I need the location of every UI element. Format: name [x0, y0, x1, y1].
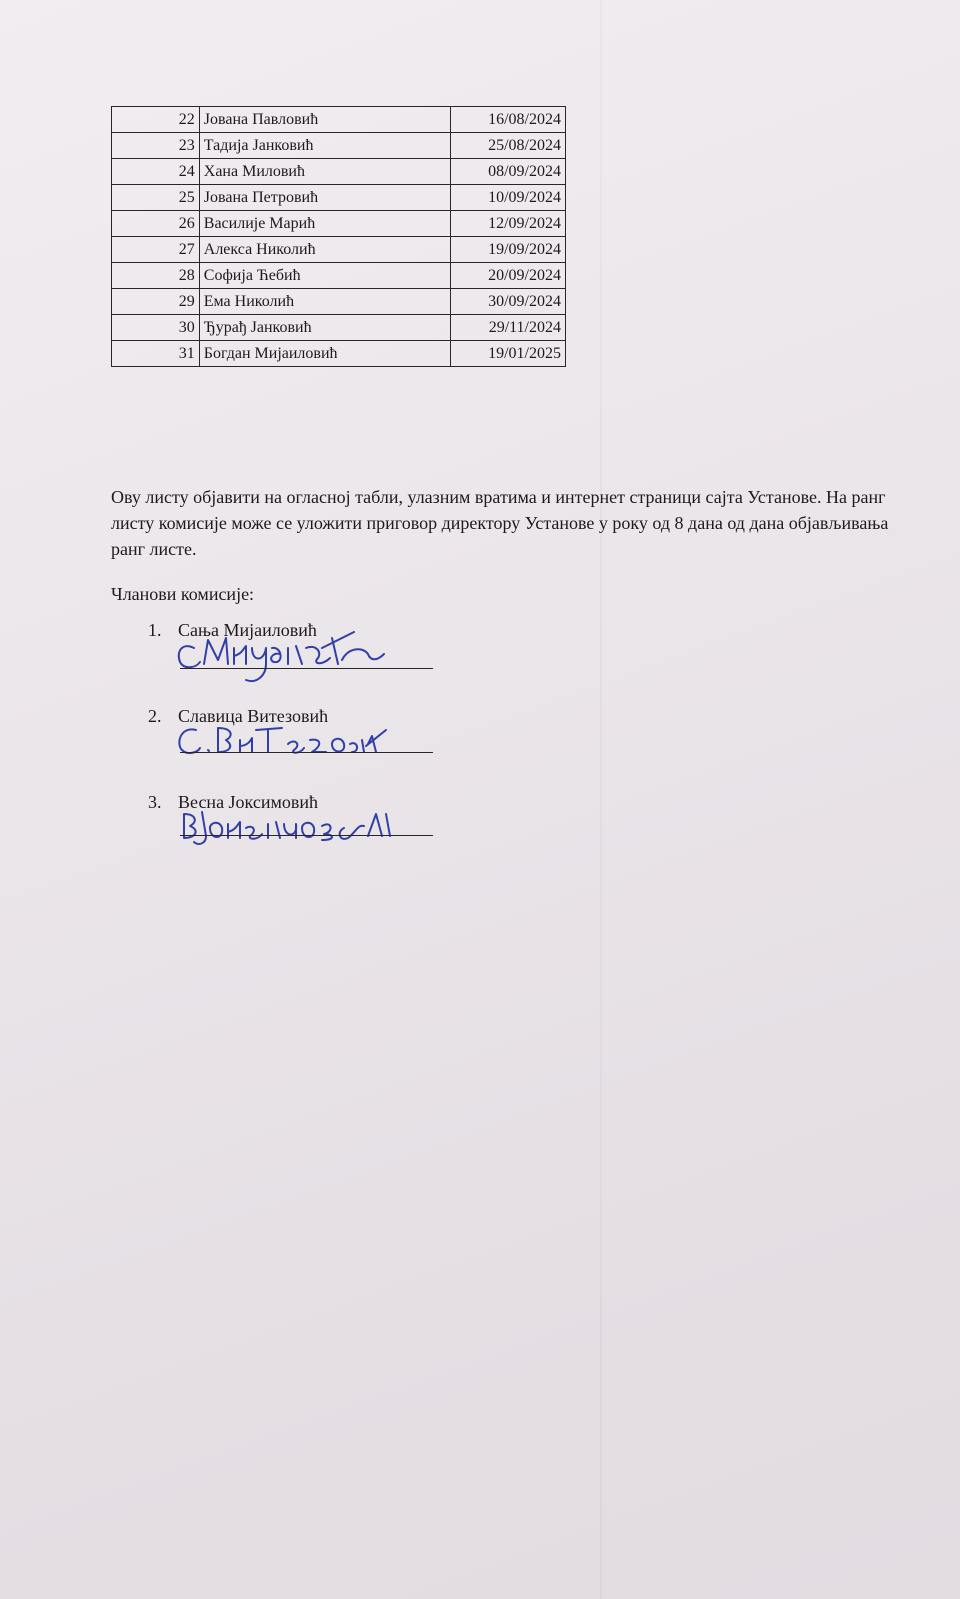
members-title: Чланови комисије: [111, 584, 255, 604]
signature-line-1 [180, 668, 433, 669]
member-index: 1. [148, 620, 162, 640]
table-row [112, 211, 566, 237]
student-name-cell: Василије Марић [199, 211, 450, 237]
student-name-cell: Ђурађ Јанковић [199, 315, 450, 341]
signature-line-2 [180, 752, 433, 753]
member-name: Сања Мијаиловић [178, 620, 317, 640]
signature-2 [172, 716, 402, 766]
member-name: Весна Јоксимовић [178, 792, 319, 812]
rank-number-cell: 29 [112, 289, 200, 315]
member-index: 2. [148, 706, 162, 726]
student-name-cell: Алекса Николић [199, 237, 450, 263]
table-row [112, 185, 566, 211]
table-row [112, 107, 566, 133]
table-row [112, 263, 566, 289]
table-row [112, 133, 566, 159]
rank-number-cell: 22 [112, 107, 200, 133]
ranking-table [111, 106, 566, 367]
student-name-cell: Софија Ћебић [199, 263, 450, 289]
date-cell: 19/09/2024 [450, 237, 565, 263]
rank-number-cell: 26 [112, 211, 200, 237]
rank-number-cell: 30 [112, 315, 200, 341]
table-row [112, 315, 566, 341]
table-row [112, 341, 566, 367]
date-cell: 10/09/2024 [450, 185, 565, 211]
date-cell: 19/01/2025 [450, 341, 565, 367]
signature-3 [172, 802, 412, 848]
notice-paragraph: Ову листу објавити на огласној табли, улазним вратима и интернет страници сајта Установе. На ранг листу комисије може се уложити приговор директору Установе у року од 8 дана од дана објављивања ранг листе. [111, 487, 889, 559]
signature-1 [172, 618, 402, 690]
paper-fold [600, 0, 602, 1599]
date-cell: 12/09/2024 [450, 211, 565, 237]
rank-number-cell: 27 [112, 237, 200, 263]
member-index: 3. [148, 792, 162, 812]
rank-number-cell: 24 [112, 159, 200, 185]
date-cell: 25/08/2024 [450, 133, 565, 159]
date-cell: 20/09/2024 [450, 263, 565, 289]
student-name-cell: Јована Павловић [199, 107, 450, 133]
signature-line-3 [180, 835, 433, 836]
student-name-cell: Богдан Мијаиловић [199, 341, 450, 367]
date-cell: 30/09/2024 [450, 289, 565, 315]
table-row [112, 237, 566, 263]
ranking-table-body [112, 107, 566, 367]
date-cell: 29/11/2024 [450, 315, 565, 341]
table-row [112, 289, 566, 315]
table-row [112, 159, 566, 185]
student-name-cell: Тадија Јанковић [199, 133, 450, 159]
rank-number-cell: 25 [112, 185, 200, 211]
student-name-cell: Јована Петровић [199, 185, 450, 211]
rank-number-cell: 31 [112, 341, 200, 367]
date-cell: 08/09/2024 [450, 159, 565, 185]
student-name-cell: Хана Миловић [199, 159, 450, 185]
student-name-cell: Ема Николић [199, 289, 450, 315]
member-name: Славица Витезовић [178, 706, 329, 726]
rank-number-cell: 23 [112, 133, 200, 159]
rank-number-cell: 28 [112, 263, 200, 289]
date-cell: 16/08/2024 [450, 107, 565, 133]
